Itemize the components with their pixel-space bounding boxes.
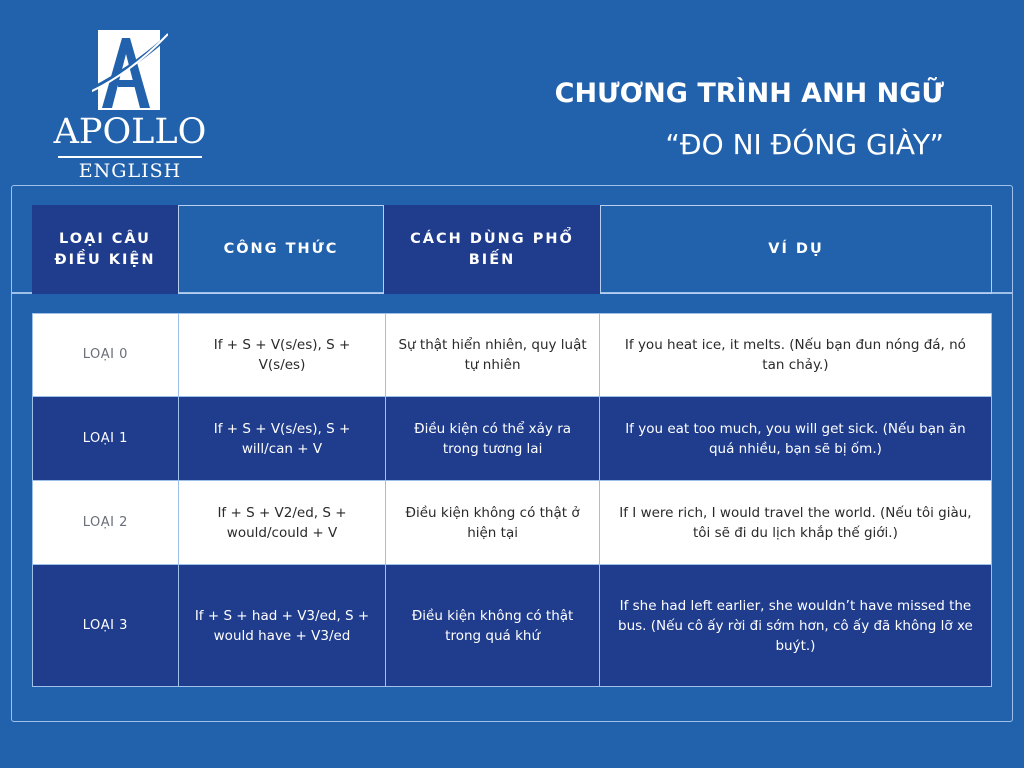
brand-sub: ENGLISH [78,160,182,182]
cell-type: LOẠI 0 [33,314,179,396]
cell-type: LOẠI 3 [33,565,179,686]
table-row [32,313,992,397]
cell-formula: If + S + had + V3/ed, S + would have + V3/ed [179,565,387,686]
table-row [32,565,992,687]
cell-usage: Điều kiện có thể xảy ra trong tương lai [386,397,600,480]
cell-formula: If + S + V(s/es), S + will/can + V [179,397,387,480]
cell-usage: Điều kiện không có thật ở hiện tại [386,481,600,564]
cell-example: If she had left earlier, she wouldn’t have missed the bus. (Nếu cô ấy rời đi sớm hơn, cô ấy đã không lỡ xe buýt.) [618,597,973,654]
page-subtitle: “ĐO NI ĐÓNG GIÀY” [665,128,944,161]
apollo-a-logo-icon [92,28,168,112]
header-cell-type: LOẠI CÂU ĐIỀU KIỆN [32,205,178,294]
header-cell-usage: CÁCH DÙNG PHỔ BIẾN [384,205,600,294]
header-cell-example: VÍ DỤ [600,205,992,294]
header-cell-formula: CÔNG THỨC [178,205,384,294]
cell-usage: Sự thật hiển nhiên, quy luật tự nhiên [386,314,600,396]
cell-type: LOẠI 1 [33,397,179,480]
brand-name: APOLLO [53,112,207,152]
cell-usage: Điều kiện không có thật trong quá khứ [386,565,600,686]
cell-example: If you heat ice, it melts. (Nếu bạn đun nóng đá, nó tan chảy.) [624,337,966,373]
table-row [32,481,992,565]
cell-example: If you eat too much, you will get sick. (Nếu bạn ăn quá nhiều, bạn sẽ bị ốm.) [625,420,966,457]
table-row [32,397,992,481]
cell-example: If I were rich, I would travel the world. (Nếu tôi giàu, tôi sẽ đi du lịch khắp thế giới.) [619,504,972,541]
cell-formula: If + S + V(s/es), S + V(s/es) [179,314,387,396]
cell-formula: If + S + V2/ed, S + would/could + V [179,481,387,564]
page-title: CHƯƠNG TRÌNH ANH NGỮ [554,78,944,109]
brand-divider [58,156,202,158]
cell-type: LOẠI 2 [33,481,179,564]
apollo-logo [50,28,210,182]
